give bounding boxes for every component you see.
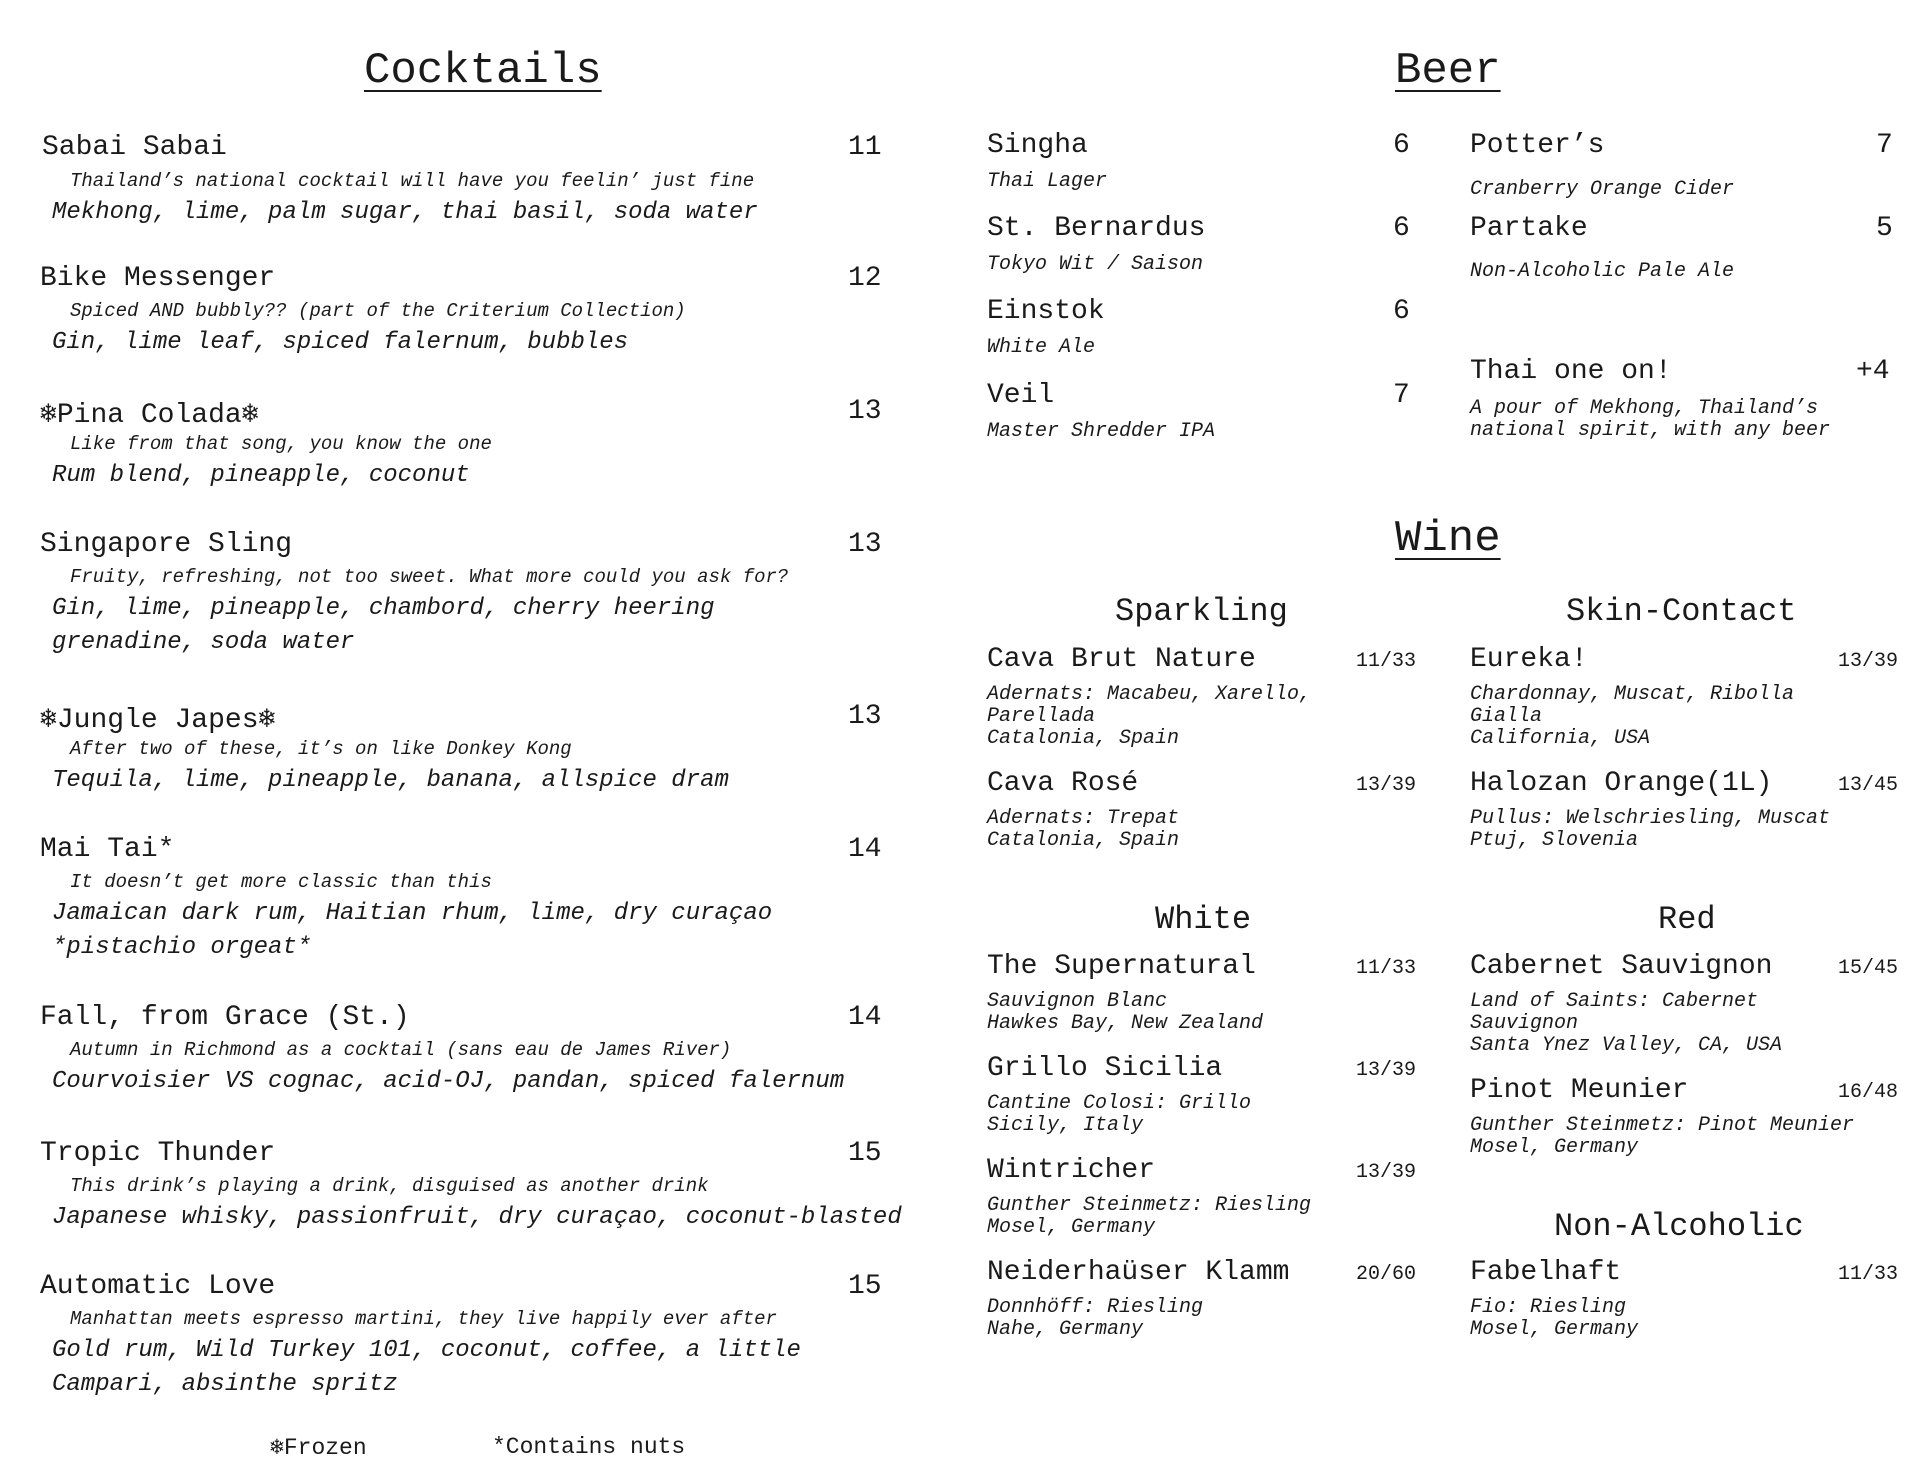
cocktail-price: 11: [848, 132, 882, 163]
wine-description: Gunther Steinmetz: Pinot Meunier: [1470, 1114, 1855, 1137]
cocktail-price: 14: [848, 834, 882, 865]
cocktail-name: Bike Messenger: [40, 263, 276, 294]
wine-section-title: Non-Alcoholic: [1554, 1208, 1804, 1245]
beer-price: 7: [1393, 380, 1410, 411]
wine-price: 13/39: [1356, 1161, 1417, 1184]
cocktail-name: Mai Tai*: [40, 834, 175, 865]
wine-description: Mosel, Germany: [987, 1216, 1156, 1239]
wine-name: Halozan Orange(1L): [1470, 768, 1773, 799]
wine-description: Land of Saints: Cabernet: [1470, 990, 1759, 1013]
beer-price: 5: [1876, 213, 1893, 244]
cocktail-tagline: It doesn’t get more classic than this: [70, 871, 492, 893]
cocktail-name: Sabai Sabai: [42, 132, 227, 163]
wine-section-title: Skin-Contact: [1566, 593, 1797, 630]
beer-price: 7: [1876, 130, 1893, 161]
wine-description: Fio: Riesling: [1470, 1296, 1627, 1319]
cocktail-tagline: Autumn in Richmond as a cocktail (sans eau de James River): [70, 1039, 732, 1061]
wine-description: Sicily, Italy: [987, 1114, 1144, 1137]
wine-section-title: White: [1155, 901, 1252, 938]
cocktail-name: ❄Jungle Japes❄: [40, 705, 276, 736]
beer-style: Thai Lager: [987, 170, 1108, 193]
wine-title: Wine: [1395, 514, 1501, 564]
cocktails-title: Cocktails: [364, 46, 602, 96]
wine-description: Adernats: Trepat: [987, 807, 1180, 830]
wine-price: 11/33: [1356, 957, 1417, 980]
cocktail-tagline: Spiced AND bubbly?? (part of the Criterium Collection): [70, 300, 686, 322]
cocktail-name: Automatic Love: [40, 1271, 276, 1302]
cocktail-ingredients: Gin, lime leaf, spiced falernum, bubbles: [52, 329, 629, 356]
wine-price: 20/60: [1356, 1263, 1417, 1286]
beer-price: 6: [1393, 130, 1410, 161]
beer-name: Partake: [1470, 213, 1588, 244]
cocktail-price: 15: [848, 1271, 882, 1302]
cocktail-price: 14: [848, 1002, 882, 1033]
cocktail-ingredients: Rum blend, pineapple, coconut: [52, 462, 470, 489]
wine-name: Cava Brut Nature: [987, 644, 1256, 675]
wine-description: Donnhöff: Riesling: [987, 1296, 1204, 1319]
beer-style: Master Shredder IPA: [987, 420, 1216, 443]
wine-name: Cava Rosé: [987, 768, 1139, 799]
cocktail-ingredients: Gold rum, Wild Turkey 101, coconut, coffee, a little: [52, 1337, 801, 1364]
cocktail-tagline: After two of these, it’s on like Donkey Kong: [70, 738, 572, 760]
wine-name: Neiderhaüser Klamm: [987, 1257, 1290, 1288]
wine-description: Pullus: Welschriesling, Muscat: [1470, 807, 1831, 830]
wine-description: Sauvignon Blanc: [987, 990, 1168, 1013]
cocktail-name: Fall, from Grace (St.): [40, 1002, 410, 1033]
wine-description: Catalonia, Spain: [987, 727, 1180, 750]
beer-style: Cranberry Orange Cider: [1470, 178, 1735, 201]
beer-name: Veil: [987, 380, 1055, 411]
cocktail-ingredients: Courvoisier VS cognac, acid-OJ, pandan, spiced falernum: [52, 1068, 845, 1095]
beer-style: White Ale: [987, 336, 1096, 359]
beer-special-description: national spirit, with any beer: [1470, 419, 1831, 442]
wine-name: Fabelhaft: [1470, 1257, 1622, 1288]
wine-price: 15/45: [1838, 957, 1899, 980]
legend-contains-nuts: *Contains nuts: [492, 1434, 686, 1460]
cocktail-price: 13: [848, 396, 882, 427]
beer-special-description: A pour of Mekhong, Thailand’s: [1470, 397, 1819, 420]
wine-description: Santa Ynez Valley, CA, USA: [1470, 1034, 1783, 1057]
cocktail-tagline: Fruity, refreshing, not too sweet. What more could you ask for?: [70, 566, 789, 588]
beer-name: Singha: [987, 130, 1088, 161]
cocktail-price: 15: [848, 1138, 882, 1169]
wine-description: Mosel, Germany: [1470, 1136, 1639, 1159]
cocktail-ingredients: Mekhong, lime, palm sugar, thai basil, soda water: [52, 199, 758, 226]
wine-description: Nahe, Germany: [987, 1318, 1144, 1341]
wine-section-title: Sparkling: [1115, 593, 1288, 630]
wine-price: 13/45: [1838, 774, 1899, 797]
wine-name: Cabernet Sauvignon: [1470, 951, 1773, 982]
cocktail-ingredients: Tequila, lime, pineapple, banana, allspice dram: [52, 767, 729, 794]
wine-description: Chardonnay, Muscat, Ribolla: [1470, 683, 1795, 706]
cocktail-price: 12: [848, 263, 882, 294]
wine-price: 11/33: [1356, 650, 1417, 673]
wine-price: 16/48: [1838, 1081, 1899, 1104]
wine-description: Catalonia, Spain: [987, 829, 1180, 852]
wine-price: 13/39: [1838, 650, 1899, 673]
beer-price: 6: [1393, 213, 1410, 244]
legend-frozen: ❄Frozen: [270, 1435, 367, 1461]
wine-description: Hawkes Bay, New Zealand: [987, 1012, 1264, 1035]
beer-style: Tokyo Wit / Saison: [987, 253, 1204, 276]
wine-description: Ptuj, Slovenia: [1470, 829, 1639, 852]
wine-description: Parellada: [987, 705, 1096, 728]
wine-name: Grillo Sicilia: [987, 1053, 1223, 1084]
wine-name: Eureka!: [1470, 644, 1588, 675]
beer-name: St. Bernardus: [987, 213, 1206, 244]
cocktail-ingredients: Japanese whisky, passionfruit, dry curaçao, coconut-blasted: [52, 1204, 902, 1231]
wine-section-title: Red: [1658, 901, 1716, 938]
cocktail-tagline: Manhattan meets espresso martini, they live happily ever after: [70, 1308, 777, 1330]
cocktail-name: Singapore Sling: [40, 529, 293, 560]
wine-name: The Supernatural: [987, 951, 1256, 982]
wine-price: 13/39: [1356, 1059, 1417, 1082]
cocktail-tagline: Like from that song, you know the one: [70, 433, 492, 455]
wine-name: Wintricher: [987, 1155, 1156, 1186]
wine-description: Adernats: Macabeu, Xarello,: [987, 683, 1312, 706]
wine-description: Sauvignon: [1470, 1012, 1579, 1035]
cocktail-tagline: Thailand’s national cocktail will have you feelin’ just fine: [70, 170, 755, 192]
beer-special-name: Thai one on!: [1470, 356, 1672, 387]
cocktail-ingredients: *pistachio orgeat*: [52, 934, 312, 961]
beer-special-price: +4: [1856, 356, 1890, 387]
cocktail-ingredients: grenadine, soda water: [52, 629, 355, 656]
wine-description: California, USA: [1470, 727, 1651, 750]
cocktail-ingredients: Jamaican dark rum, Haitian rhum, lime, dry curaçao: [52, 900, 773, 927]
beer-price: 6: [1393, 296, 1410, 327]
wine-description: Mosel, Germany: [1470, 1318, 1639, 1341]
cocktail-name: Tropic Thunder: [40, 1138, 276, 1169]
cocktail-ingredients: Gin, lime, pineapple, chambord, cherry heering: [52, 595, 715, 622]
beer-name: Einstok: [987, 296, 1105, 327]
cocktail-price: 13: [848, 529, 882, 560]
wine-description: Cantine Colosi: Grillo: [987, 1092, 1252, 1115]
wine-description: Gunther Steinmetz: Riesling: [987, 1194, 1312, 1217]
beer-name: Potter’s: [1470, 130, 1605, 161]
cocktail-name: ❄Pina Colada❄: [40, 400, 259, 431]
cocktail-price: 13: [848, 701, 882, 732]
wine-description: Gialla: [1470, 705, 1543, 728]
wine-price: 13/39: [1356, 774, 1417, 797]
cocktail-ingredients: Campari, absinthe spritz: [52, 1371, 398, 1398]
wine-price: 11/33: [1838, 1263, 1899, 1286]
beer-style: Non-Alcoholic Pale Ale: [1470, 260, 1735, 283]
beer-title: Beer: [1395, 46, 1501, 96]
cocktail-tagline: This drink’s playing a drink, disguised as another drink: [70, 1175, 709, 1197]
wine-name: Pinot Meunier: [1470, 1075, 1689, 1106]
